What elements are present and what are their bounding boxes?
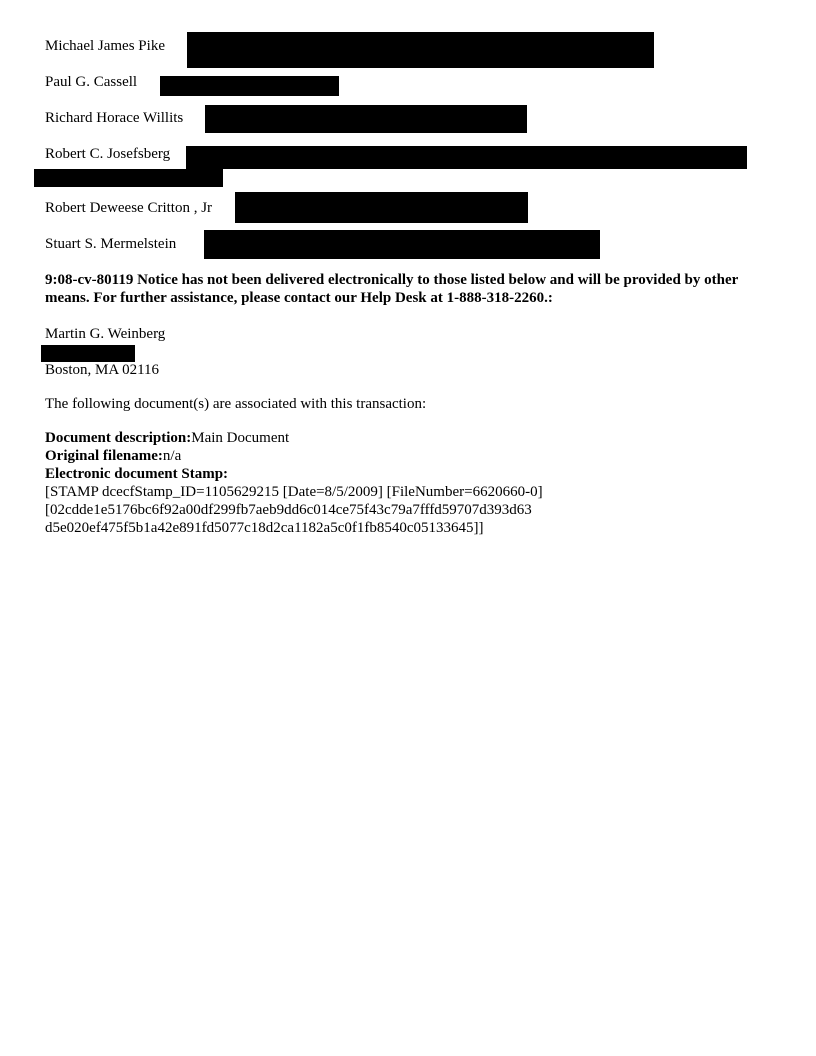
redaction-block	[204, 230, 600, 259]
associated-intro: The following document(s) are associated with this transaction:	[45, 396, 427, 412]
original-filename-label: Original filename:	[45, 448, 163, 464]
recipient-name: Michael James Pike	[45, 38, 165, 54]
recipient-name: Martin G. Weinberg	[45, 326, 166, 342]
document-description-value: Main Document	[191, 430, 290, 446]
recipient-name: Stuart S. Mermelstein	[45, 236, 177, 252]
redaction-block	[41, 345, 135, 362]
recipient-name: Robert C. Josefsberg	[45, 146, 171, 162]
redaction-block	[205, 105, 527, 133]
recipient-name: Richard Horace Willits	[45, 110, 184, 126]
original-filename	[45, 447, 181, 465]
original-filename-value: n/a	[162, 448, 182, 464]
stamp-line: [STAMP dcecfStamp_ID=1105629215 [Date=8/5/2009] [FileNumber=6620660-0]	[45, 484, 543, 500]
redaction-block	[186, 146, 747, 169]
document-description	[45, 429, 289, 447]
stamp-line: d5e020ef475f5b1a42e891fd5077c18d2ca1182a5c0f1fb8540c05133645]]	[45, 520, 484, 536]
stamp-label: Electronic document Stamp:	[45, 466, 229, 482]
stamp-line: [02cdde1e5176bc6f92a00df299fb7aeb9dd6c014ce75f43c79a7fffd59707d393d63	[45, 502, 532, 518]
redaction-block	[235, 192, 528, 223]
recipient-name: Robert Deweese Critton , Jr	[45, 200, 213, 216]
delivery-notice: 9:08-cv-80119 Notice has not been delivered electronically to those listed below and will be provided by other means. For further assistance, please contact our Help Desk at 1-888-318-2260.:	[45, 272, 739, 306]
recipient-name: Paul G. Cassell	[45, 74, 138, 90]
redaction-block	[187, 32, 654, 68]
document-description-label: Document description:	[45, 430, 192, 446]
recipient-address: Boston, MA 02116	[45, 362, 160, 378]
redaction-block	[160, 76, 339, 96]
redaction-block	[34, 169, 223, 187]
